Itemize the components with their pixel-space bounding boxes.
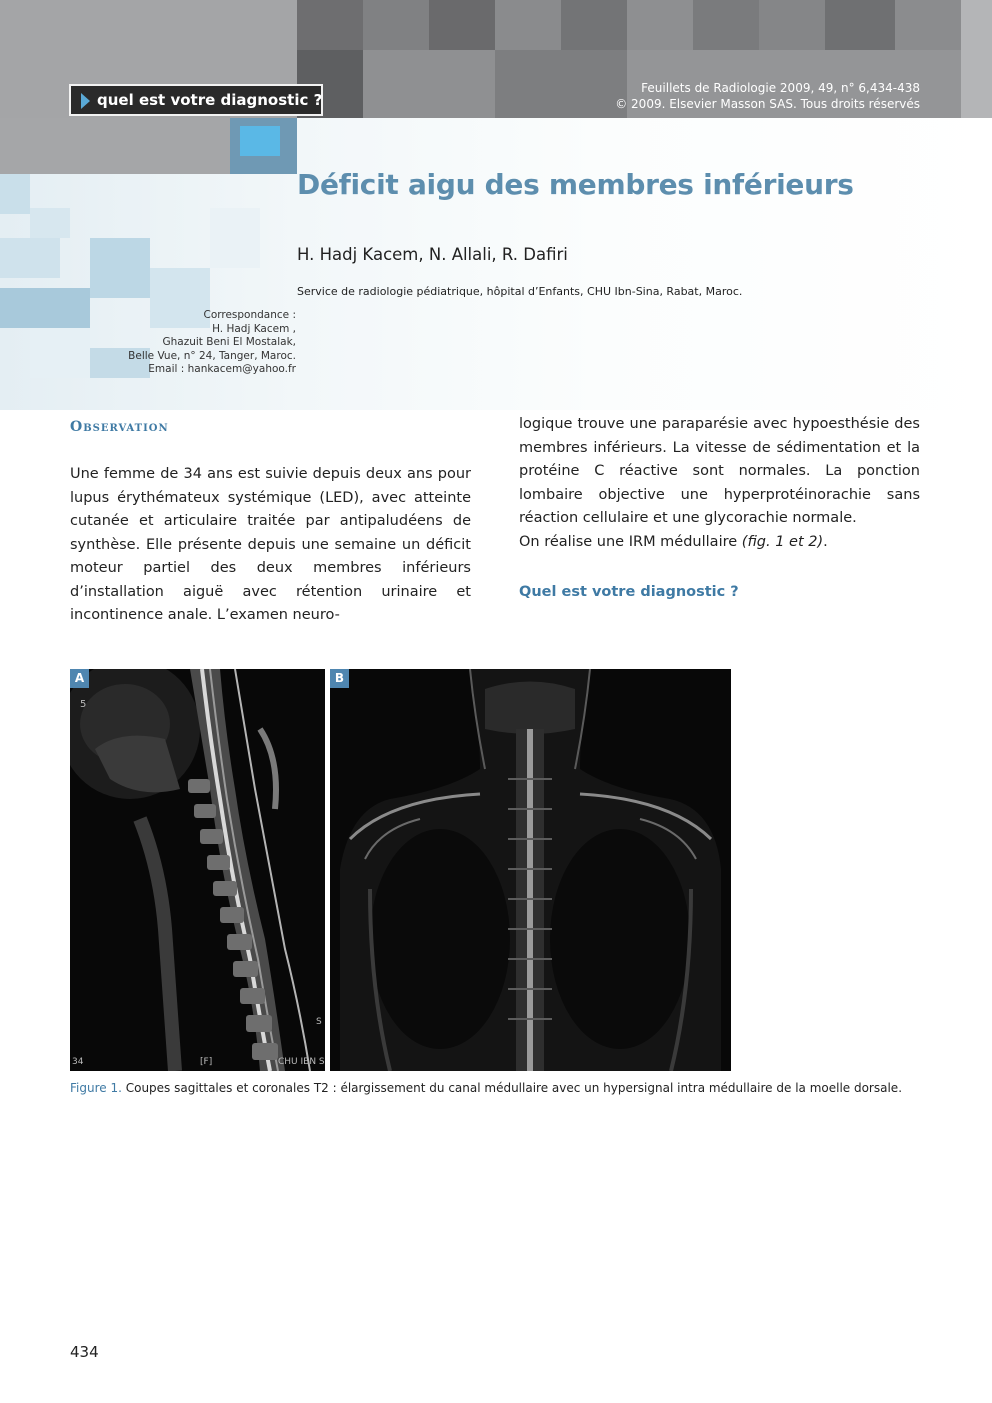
section-badge — [69, 84, 323, 116]
correspondence-label: Correspondance : — [203, 309, 296, 321]
figure-caption-text: Coupes sagittales et coronales T2 : élargissement du canal médullaire avec un hypersignal intra médullaire de la moelle dorsale. — [121, 1081, 903, 1095]
mri-coronal-drawing — [330, 669, 731, 1071]
figure-label-b: B — [330, 669, 349, 688]
mri-coronal-image — [330, 669, 731, 1071]
figure-caption-label: Figure 1. — [70, 1081, 122, 1095]
article-affiliation: Service de radiologie pédiatrique, hôpital d’Enfants, CHU Ibn-Sina, Rabat, Maroc. — [297, 285, 743, 298]
figure-label-a: A — [70, 669, 89, 688]
mri-sagittal-drawing — [70, 669, 325, 1071]
figure-caption — [70, 1081, 902, 1095]
diagnostic-question: Quel est votre diagnostic ? — [519, 584, 739, 600]
correspondence-name: H. Hadj Kacem , — [212, 322, 296, 335]
article-authors: H. Hadj Kacem, N. Allali, R. Dafiri — [297, 245, 568, 264]
mri-sagittal-image — [70, 669, 325, 1071]
observation-paragraph-3: On réalise une IRM médullaire (fig. 1 et 2). — [519, 533, 828, 550]
figure-reference: (fig. 1 et 2) — [741, 533, 824, 550]
journal-info — [615, 80, 920, 112]
badge-label: quel est votre diagnostic ? — [97, 91, 323, 109]
observation-column-1 — [70, 463, 471, 628]
mri-overlay-bottom-right: CHU IBN S — [278, 1057, 325, 1067]
observation-column-2 — [519, 413, 920, 554]
observation-paragraph-1: Une femme de 34 ans est suivie depuis deux ans pour lupus érythémateux systémique (LED), avec atteinte cutanée et articulaire traitée par antipaludéens de synthèse. Elle présente depuis une semaine un déficit moteur partiel des deux membres inférieurs d’installation aiguë avec rétention urinaire et incontinence anale. L’examen neuro- — [70, 466, 471, 623]
journal-copyright: © 2009. Elsevier Masson SAS. Tous droits réservés — [615, 97, 920, 111]
correspondence-address2: Belle Vue, n° 24, Tanger, Maroc. — [128, 349, 296, 362]
correspondence-block — [128, 309, 296, 377]
mri-overlay-side: S — [316, 1017, 322, 1027]
mri-overlay-bottom-left: 34 — [72, 1057, 84, 1067]
chevron-right-icon — [81, 93, 90, 109]
section-heading-observation: Observation — [70, 419, 169, 435]
mri-overlay-top: 5 — [80, 699, 87, 710]
journal-citation: Feuillets de Radiologie 2009, 49, n° 6,434-438 — [641, 81, 920, 95]
correspondence-email: Email : hankacem@yahoo.fr — [148, 363, 296, 375]
mri-overlay-bottom-mid: [F] — [200, 1057, 213, 1067]
correspondence-address1: Ghazuit Beni El Mostalak, — [162, 336, 296, 348]
page-number: 434 — [70, 1343, 99, 1361]
observation-paragraph-2: logique trouve une paraparésie avec hypoesthésie des membres inférieurs. La vitesse de sédimentation et la protéine C réactive sont normales. La ponction lombaire objective une hyperprotéinorachie sans réaction cellulaire et une glycorachie normale. — [519, 416, 920, 526]
article-title: Déficit aigu des membres inférieurs — [297, 168, 854, 201]
